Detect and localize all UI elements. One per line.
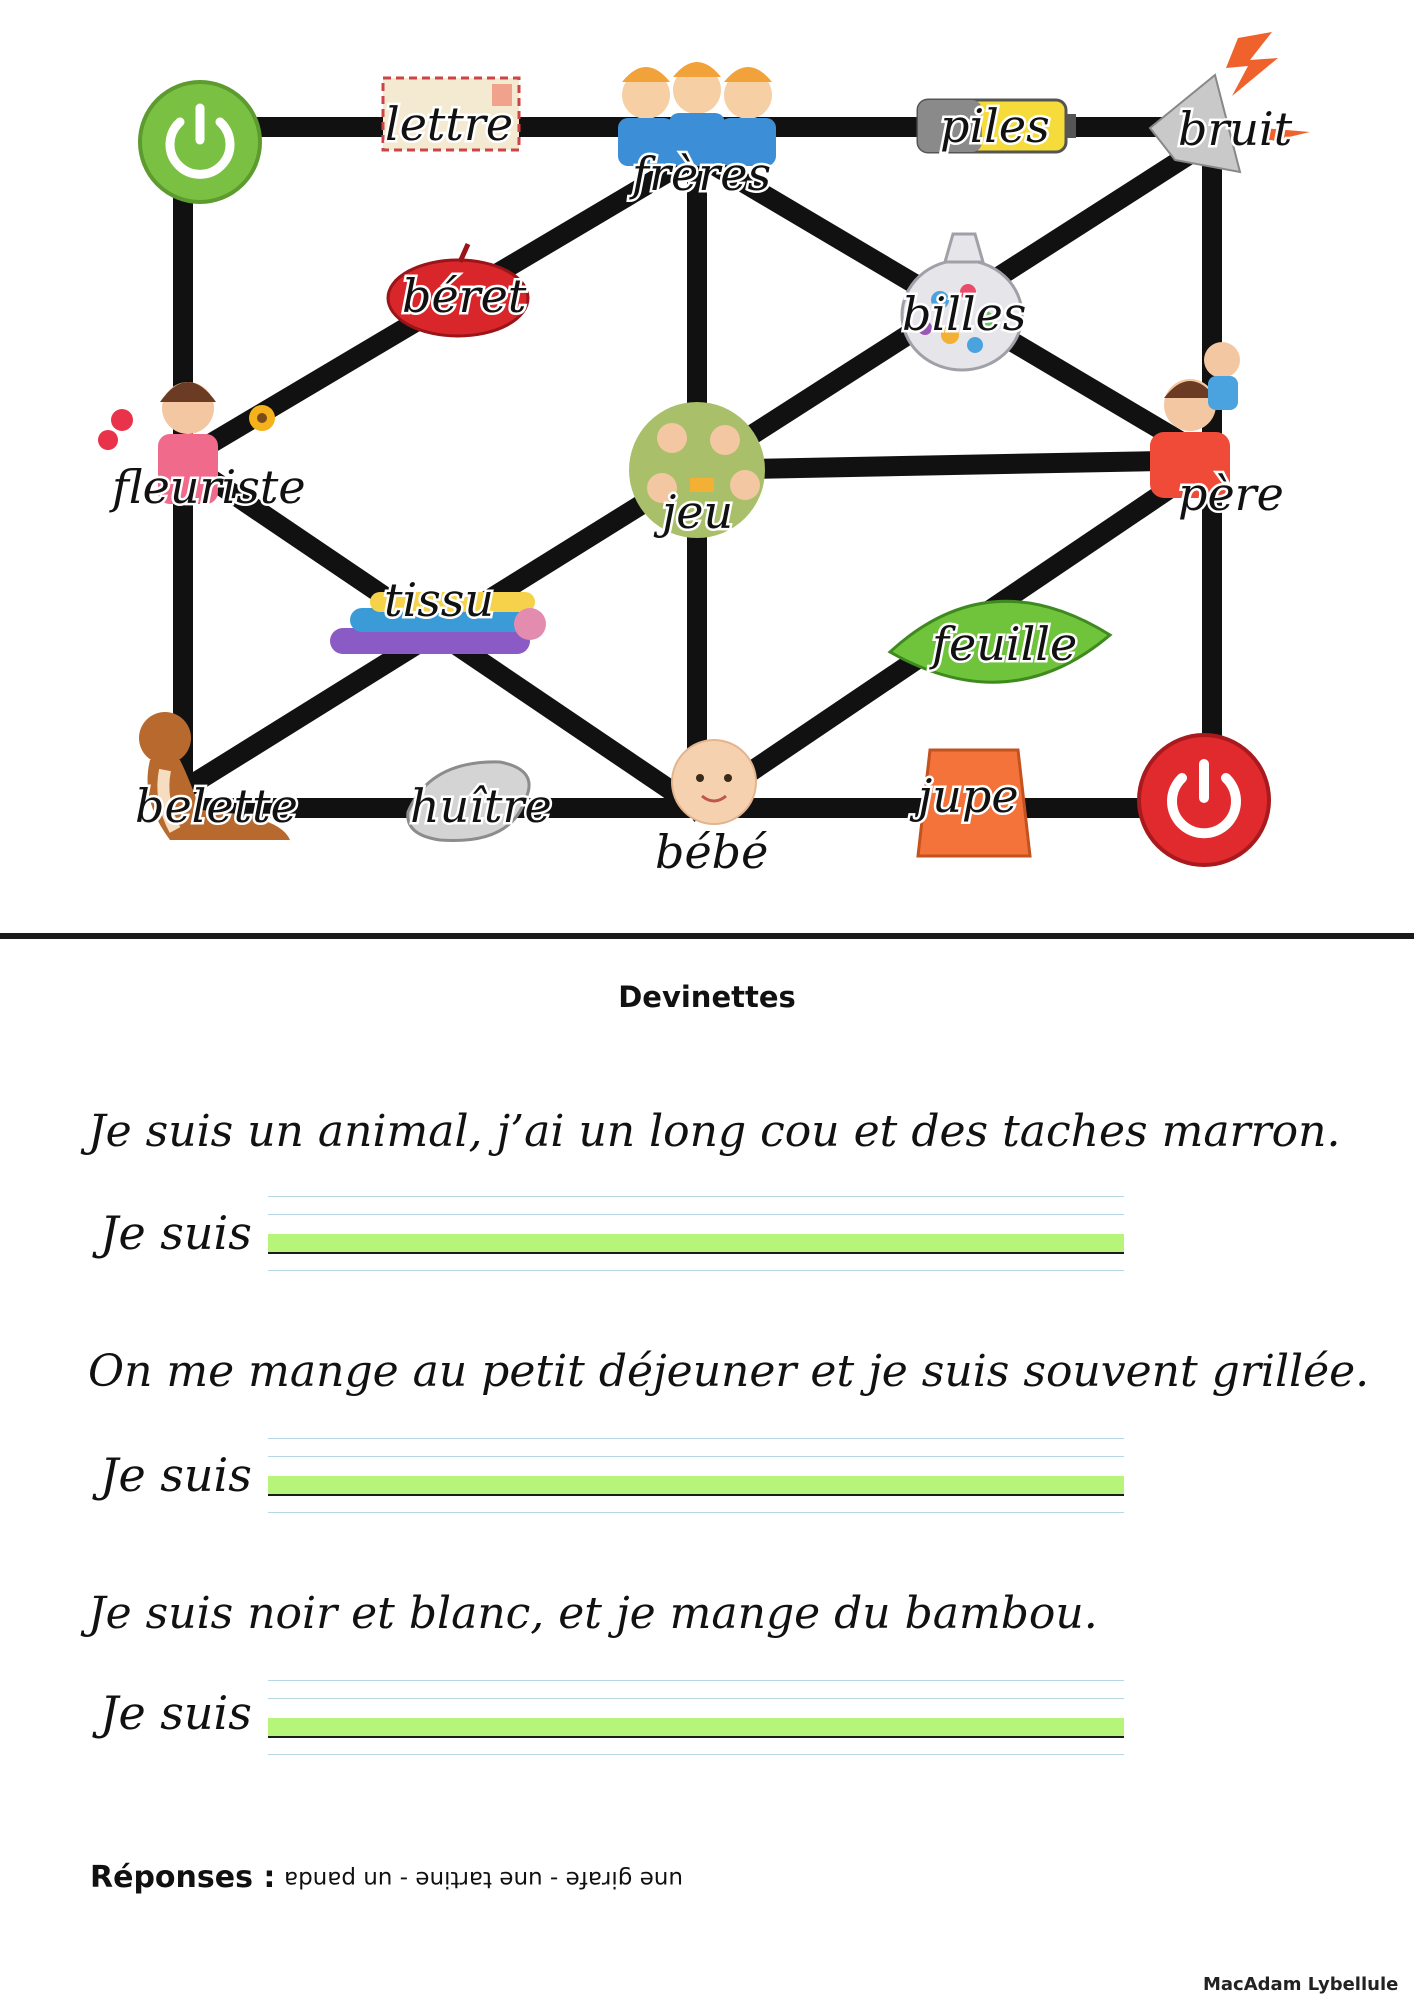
node-billes[interactable] xyxy=(902,234,1026,370)
node-freres[interactable] xyxy=(618,62,776,201)
node-huitre[interactable] xyxy=(408,762,552,841)
section-title: Devinettes xyxy=(618,980,796,1014)
node-label: lettre xyxy=(385,97,514,151)
baby-icon xyxy=(672,740,756,824)
riddle-question: On me mange au petit déjeuner et je suis souvent grillée. xyxy=(88,1346,1370,1397)
node-label: billes xyxy=(902,287,1027,341)
answer-line[interactable] xyxy=(268,1438,1124,1512)
end-power-icon[interactable] xyxy=(1139,735,1269,865)
node-lettre[interactable] xyxy=(383,78,519,151)
word-maze xyxy=(0,0,1414,935)
node-label: huître xyxy=(410,779,552,833)
node-jupe[interactable] xyxy=(909,750,1030,856)
node-label: père xyxy=(1178,467,1284,521)
answer-line[interactable] xyxy=(268,1196,1124,1270)
node-feuille[interactable] xyxy=(890,601,1110,682)
node-piles[interactable] xyxy=(918,99,1076,153)
riddle-question: Je suis un animal, j’ai un long cou et des taches marron. xyxy=(88,1106,1341,1157)
responses-label: Réponses : xyxy=(90,1860,276,1895)
answer-line[interactable] xyxy=(268,1680,1124,1754)
responses-upside-down: une girafe - une tartine - un panda xyxy=(284,1866,683,1892)
start-power-icon[interactable] xyxy=(140,82,260,202)
answer-prefix: Je suis xyxy=(100,1448,252,1502)
answer-prefix: Je suis xyxy=(100,1686,252,1740)
brand-logo: MacAdam Lybellule xyxy=(1203,1974,1399,1995)
node-label: piles xyxy=(940,99,1050,153)
node-label: bébé xyxy=(655,825,769,879)
answer-prefix: Je suis xyxy=(100,1206,252,1260)
section-divider xyxy=(0,933,1414,939)
node-label: fleuriste xyxy=(112,460,306,514)
node-label: jupe xyxy=(918,769,1019,823)
node-jeu[interactable] xyxy=(629,402,765,539)
node-bruit[interactable] xyxy=(1150,32,1310,172)
riddle-question: Je suis noir et blanc, et je mange du bambou. xyxy=(88,1588,1098,1639)
node-label: feuille xyxy=(932,617,1078,671)
node-label: jeu xyxy=(662,485,734,539)
node-label: frères xyxy=(632,147,772,201)
node-label: tissu xyxy=(384,573,495,627)
node-label: bruit xyxy=(1178,102,1293,156)
node-label: béret xyxy=(402,269,527,323)
node-label: belette xyxy=(135,779,298,833)
